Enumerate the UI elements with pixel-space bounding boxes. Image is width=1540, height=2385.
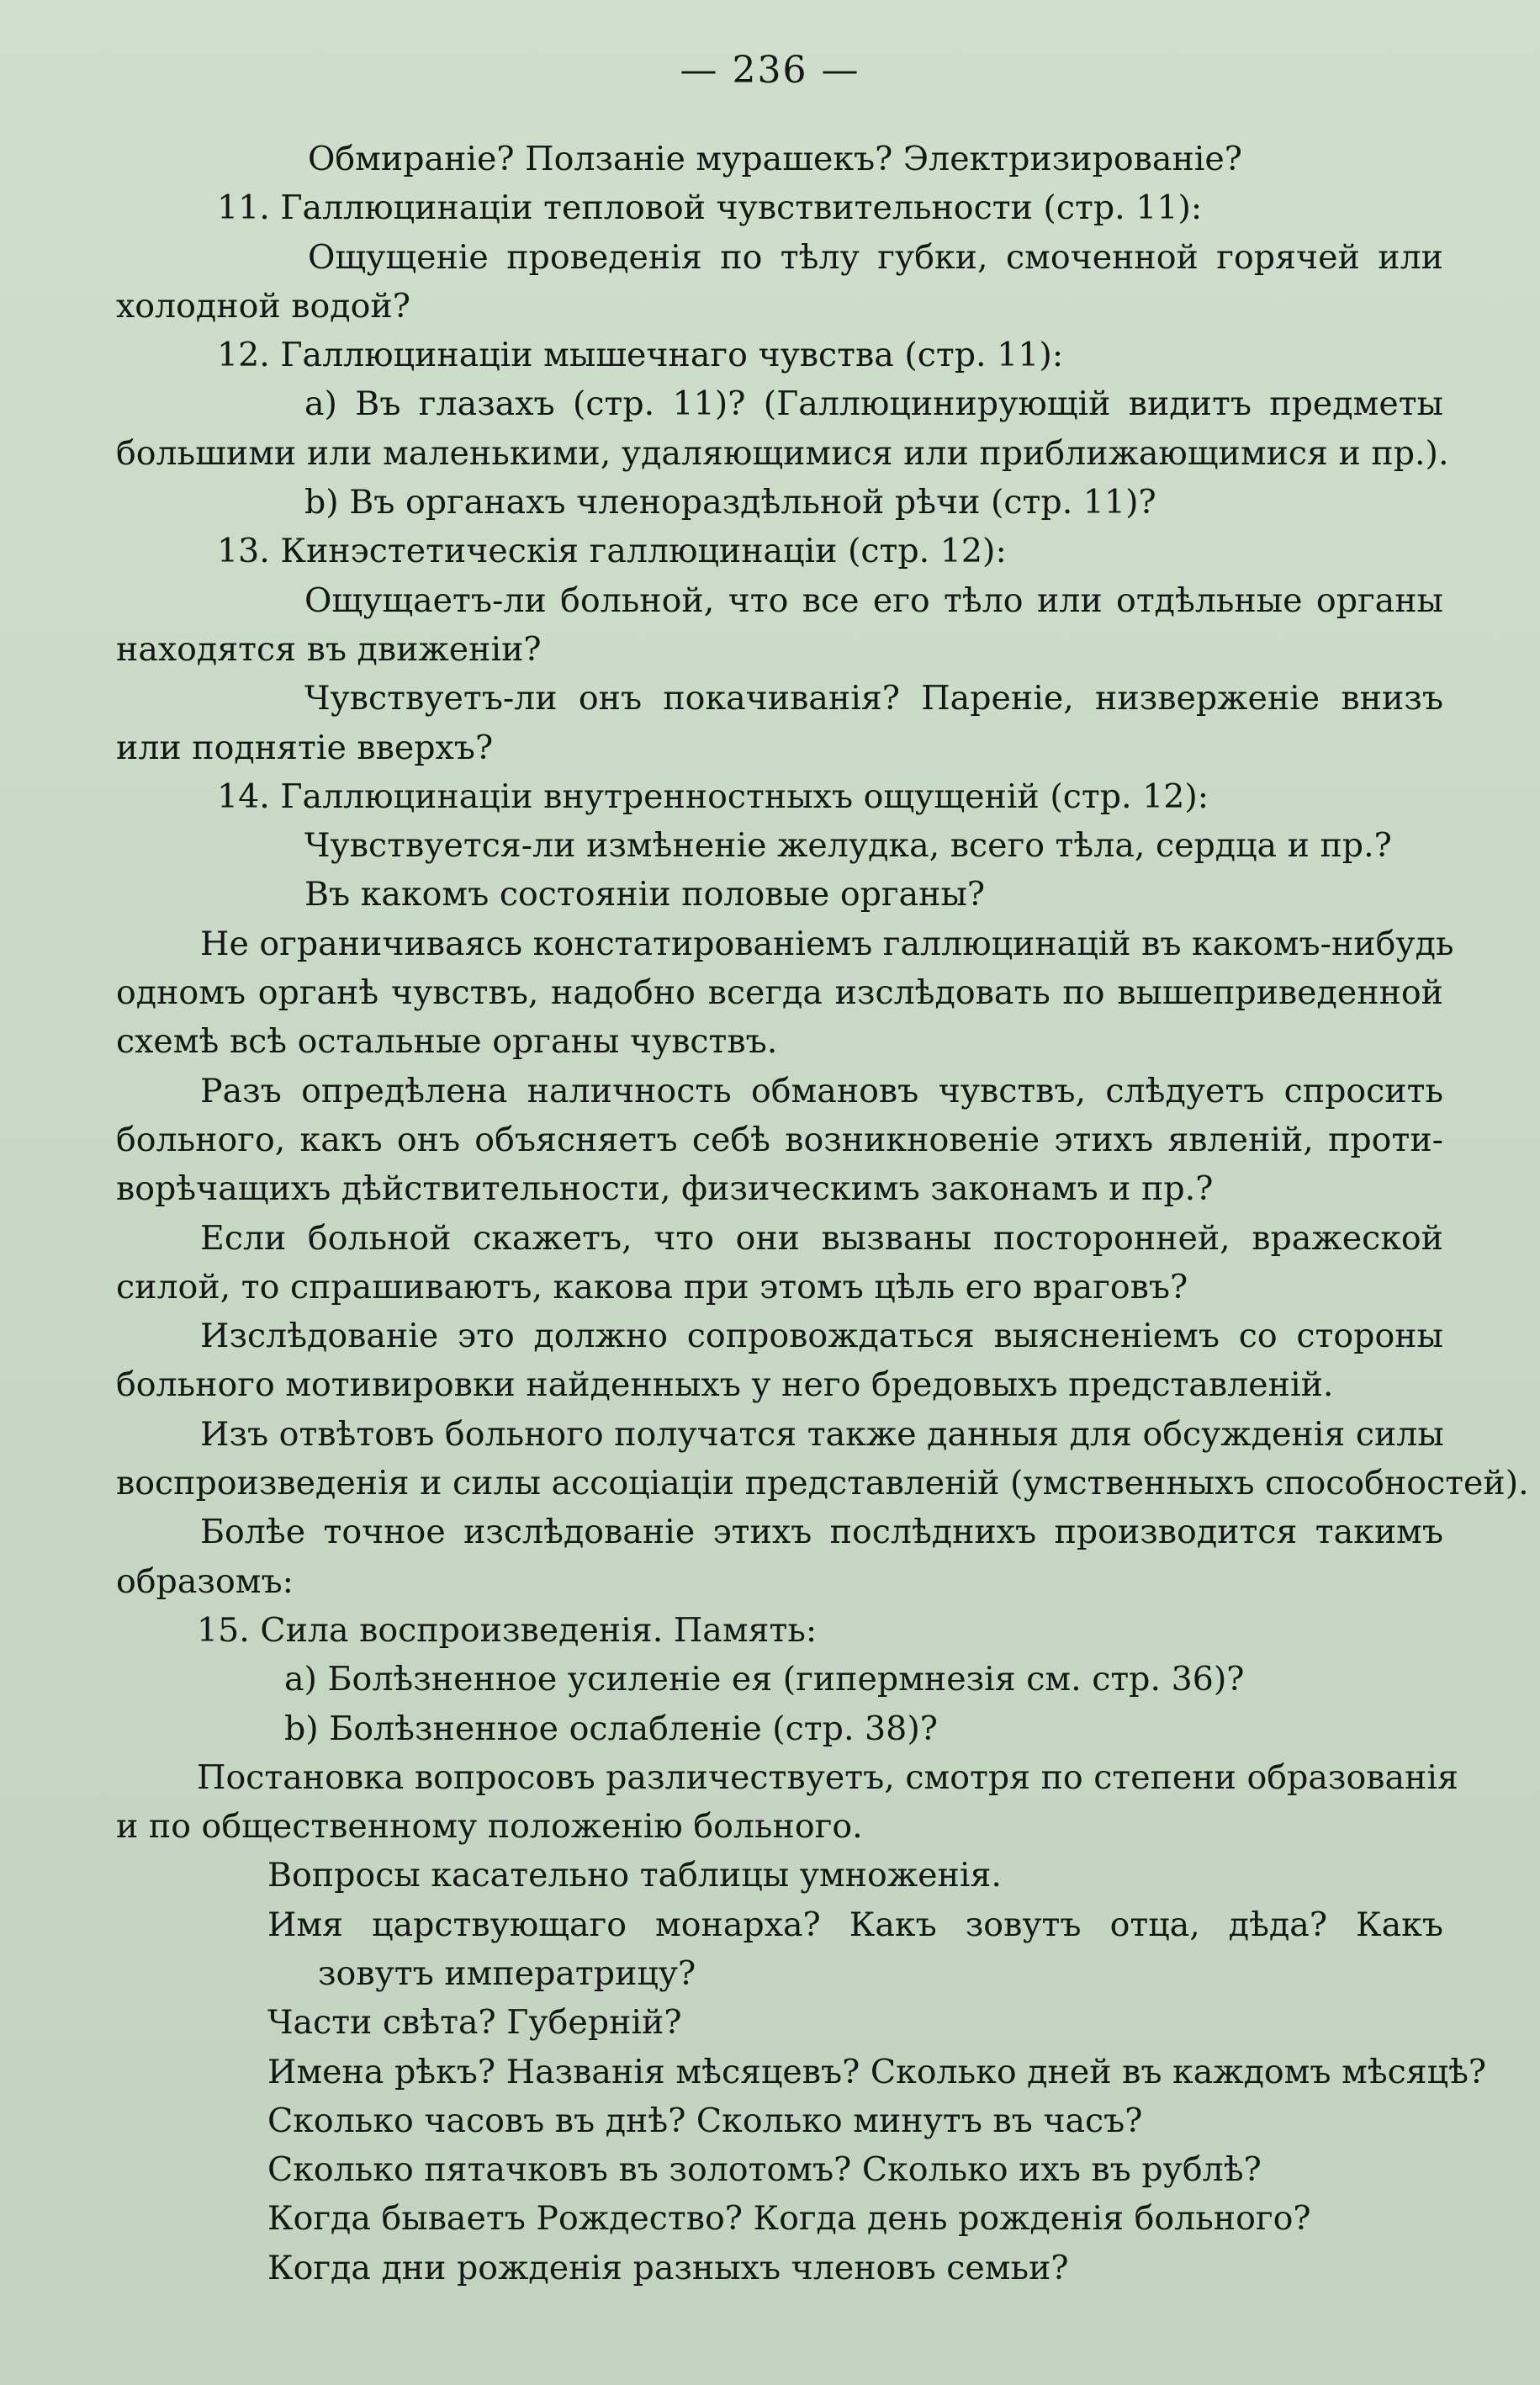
text-line: Ощущенiе проведенiя по тѣлу губки, смоченной горячей или bbox=[308, 237, 1443, 277]
text-line: больного мотивировки найденныхъ у него бредовыхъ представленiй. bbox=[116, 1365, 1334, 1405]
text-line: находятся въ движенiи? bbox=[116, 629, 542, 669]
text-line: больного, какъ онъ объясняетъ себѣ возникновенiе этихъ явленiй, проти- bbox=[116, 1120, 1443, 1159]
text-line: 12. Галлюцинацiи мышечнаго чувства (стр. 11): bbox=[217, 336, 1064, 375]
text-line: a) Въ глазахъ (стр. 11)? (Галлюцинирующiй видитъ предметы bbox=[304, 384, 1443, 424]
text-line: и по общественному положенiю больного. bbox=[116, 1807, 863, 1847]
text-line: Вопросы касательно таблицы умноженiя. bbox=[267, 1856, 1002, 1895]
text-line: ворѣчащихъ дѣйствительности, физическимъ законамъ и пр.? bbox=[116, 1169, 1214, 1209]
text-line: Разъ опредѣлена наличность обмановъ чувствъ, слѣдуетъ спросить bbox=[200, 1071, 1443, 1110]
text-line: Сколько пятачковъ въ золотомъ? Сколько ихъ въ рублѣ? bbox=[267, 2150, 1262, 2190]
text-line: Въ какомъ состоянiи половые органы? bbox=[304, 875, 986, 914]
text-line: силой, то спрашиваютъ, какова при этомъ цѣль его враговъ? bbox=[116, 1267, 1188, 1306]
text-line: Постановка вопросовъ различествуетъ, смотря по степени образованiя bbox=[197, 1757, 1458, 1797]
text-line: Сколько часовъ въ днѣ? Сколько минутъ въ часъ? bbox=[267, 2101, 1143, 2140]
text-line: Обмиранiе? Ползанiе мурашекъ? Электризированiе? bbox=[308, 140, 1242, 178]
text-line: Части свѣта? Губернiй? bbox=[267, 2003, 682, 2043]
text-line: Чувствуется-ли измѣненiе желудка, всего тѣла, сердца и пр.? bbox=[304, 826, 1392, 866]
text-line: Изъ отвѣтовъ больного получатся также данныя для обсужденiя силы bbox=[200, 1414, 1444, 1454]
text-line: Изслѣдованiе это должно сопровождаться выясненiемъ со стороны bbox=[200, 1317, 1443, 1356]
text-line: 14. Галлюцинацiи внутренностныхъ ощущенiй (стр. 12): bbox=[217, 776, 1209, 816]
text-line: a) Болѣзненное усиленiе ея (гипермнезiя см. стр. 36)? bbox=[284, 1660, 1245, 1699]
text-line: Чувствуетъ-ли онъ покачиванiя? Паренiе, низверженiе внизъ bbox=[304, 679, 1443, 718]
text-line: Болѣе точное изслѣдованiе этихъ послѣднихъ производится такимъ bbox=[200, 1513, 1443, 1552]
page-number: — 236 — bbox=[680, 49, 860, 92]
text-line: большими или маленькими, удаляющимися или приближающимися и пр.). bbox=[116, 433, 1449, 473]
text-line: Ощущаетъ-ли больной, что все его тѣло или отдѣльные органы bbox=[304, 580, 1443, 620]
text-line: холодной водой? bbox=[116, 286, 410, 326]
text-line: 11. Галлюцинацiи тепловой чувствительности (стр. 11): bbox=[217, 188, 1203, 228]
text-line: воспроизведенiя и силы ассоцiацiи представленiй (умственныхъ способностей). bbox=[116, 1464, 1529, 1503]
text-line: Имена рѣкъ? Названiя мѣсяцевъ? Сколько дней въ каждомъ мѣсяцѣ? bbox=[267, 2052, 1487, 2091]
text-line: b) Въ органахъ членораздѣльной рѣчи (стр. 11)? bbox=[304, 483, 1156, 522]
text-line: 13. Кинэстетическiя галлюцинацiи (стр. 12): bbox=[217, 532, 1007, 571]
page-text bbox=[116, 135, 1529, 2292]
text-line: Если больной скажетъ, что они вызваны посторонней, вражеской bbox=[200, 1218, 1443, 1258]
text-line: Не ограничиваясь констатированiемъ галлюцинацiй въ какомъ-нибудь bbox=[200, 924, 1454, 963]
text-line: Когда дни рожденiя разныхъ членовъ семьи? bbox=[267, 2248, 1069, 2287]
text-line: одномъ органѣ чувствъ, надобно всегда изслѣдовать по вышеприведенной bbox=[116, 973, 1443, 1013]
text-line: образомъ: bbox=[116, 1561, 294, 1601]
text-line: 15. Сила воспроизведенiя. Память: bbox=[197, 1610, 818, 1650]
text-line: или поднятiе вверхъ? bbox=[116, 728, 494, 767]
text-line: Когда бываетъ Рождество? Когда день рожденiя больного? bbox=[267, 2199, 1311, 2239]
text-line: b) Болѣзненное ослабленiе (стр. 38)? bbox=[284, 1709, 938, 1748]
text-line: Имя царствующаго монарха? Какъ зовутъ отца, дѣда? Какъ bbox=[267, 1905, 1443, 1944]
text-line: зовутъ императрицу? bbox=[318, 1953, 696, 1993]
text-line: схемѣ всѣ остальные органы чувствъ. bbox=[116, 1022, 778, 1062]
